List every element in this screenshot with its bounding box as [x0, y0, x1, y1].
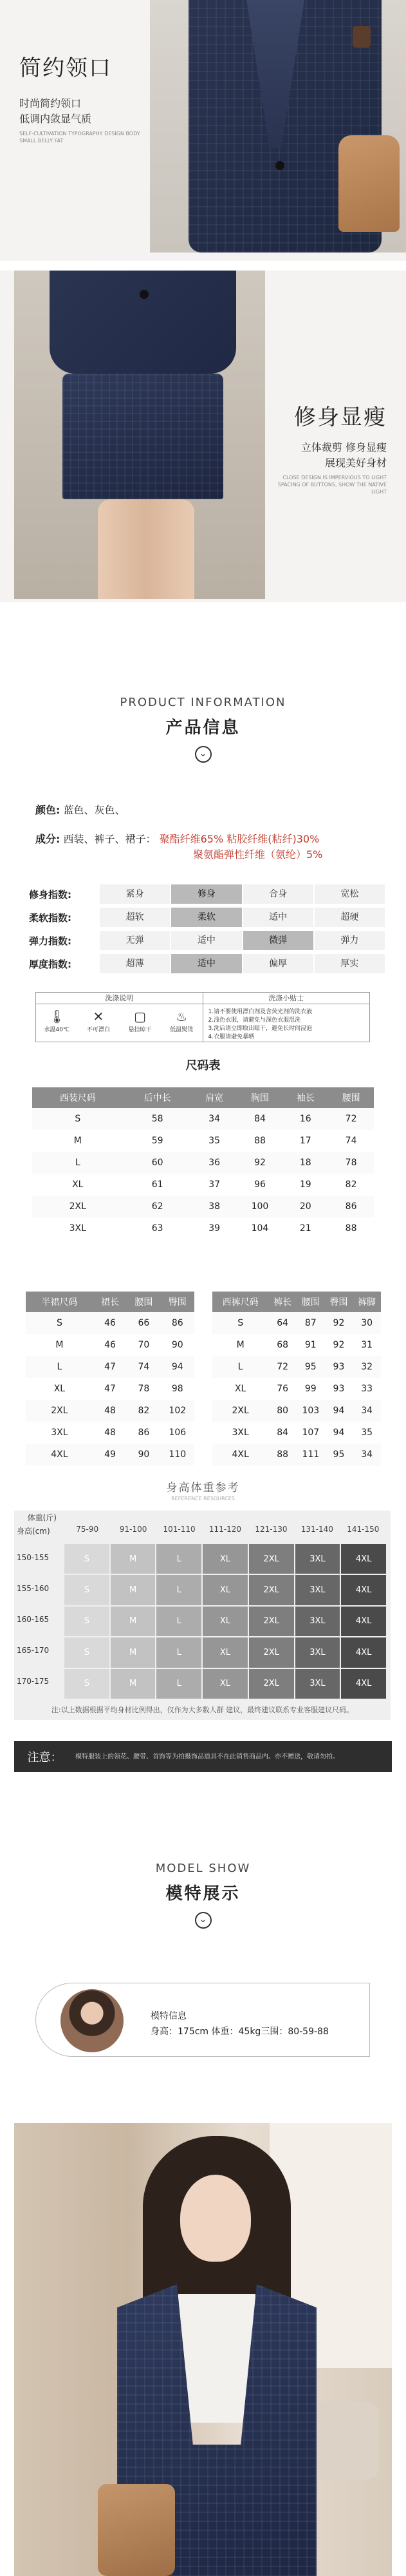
table-cell: 94 [161, 1356, 194, 1378]
care-icon-item [165, 1008, 198, 1033]
table-cell: 74 [345, 1136, 357, 1146]
index-option-selected: 修身 [171, 884, 241, 904]
table-row [26, 1422, 194, 1444]
size-cell: M [111, 1637, 156, 1667]
legs-shape [98, 499, 194, 599]
index-option: 合身 [243, 884, 313, 904]
table-cell: S [212, 1312, 268, 1334]
table-cell: L [32, 1152, 124, 1174]
table-cell: 93 [333, 1384, 345, 1394]
product-info-cn: 产品信息 [165, 718, 241, 738]
hero-slim-subtitle: 立体裁剪 修身显瘦 [300, 441, 387, 453]
table-cell: 106 [169, 1427, 187, 1438]
color-line [35, 802, 125, 817]
tip-item: 1.请不要使用漂白剂及含荧光剂的洗衣液 [208, 1009, 313, 1015]
color-value: 蓝色、灰色、 [63, 804, 125, 816]
water-temp-icon: 🌡 [48, 1009, 65, 1024]
model-show-header [0, 1862, 406, 1929]
size-cell: 2XL [249, 1669, 294, 1699]
table-cell: 110 [161, 1444, 194, 1465]
care-icon-label: 不可漂白 [86, 1027, 110, 1033]
table-cell: 78 [138, 1384, 150, 1394]
material-line [35, 831, 319, 846]
table-cell: 60 [124, 1152, 192, 1174]
table-cell: 31 [361, 1340, 373, 1350]
care-icon-label: 悬挂晾干 [128, 1027, 152, 1033]
table-cell: 78 [328, 1152, 374, 1174]
table-cell: 86 [328, 1196, 374, 1217]
size-cell: XL [203, 1669, 248, 1699]
column-header: 胸围 [237, 1087, 283, 1108]
color-label: 颜色: [35, 804, 60, 816]
table-cell: 86 [138, 1427, 150, 1438]
column-header: 臀围 [325, 1292, 353, 1312]
table-cell: 32 [353, 1356, 381, 1378]
jacket-button [275, 161, 284, 170]
size-cell: XL [203, 1575, 248, 1605]
tips-heading: 洗涤小贴士 [203, 993, 370, 1004]
index-option: 弹力 [315, 931, 385, 950]
table-row [212, 1444, 381, 1465]
table-row [32, 1174, 374, 1196]
table-cell: 82 [127, 1400, 160, 1422]
care-icon-label: 水温40℃ [44, 1027, 70, 1033]
table-cell: 30 [353, 1312, 381, 1334]
washing-instructions [36, 993, 203, 1042]
size-cell: M [111, 1544, 156, 1574]
size-cell: 4XL [341, 1669, 386, 1699]
table-header-row [212, 1292, 381, 1312]
table-cell: 4XL [26, 1444, 93, 1465]
jacket-shape [50, 271, 236, 374]
table-cell: 36 [192, 1152, 237, 1174]
material-composition-2: 聚氨酯弹性纤维（氨纶）5% [193, 848, 323, 861]
table-cell: 91 [304, 1340, 317, 1350]
size-cell: L [156, 1575, 201, 1605]
table-cell: 46 [104, 1340, 116, 1350]
tips-list [203, 1004, 370, 1045]
size-cell: 4XL [341, 1637, 386, 1667]
chevron-down-icon: ⌄ [195, 1912, 212, 1929]
column-header: 袖长 [282, 1087, 328, 1108]
size-cell: XL [203, 1607, 248, 1636]
table-cell: 88 [345, 1223, 357, 1234]
notice-text: 模特服装上的领花、腰带、首饰等为拍摄饰品道具不在此销售商品内。亦不赠送，敬请勿拍。 [75, 1753, 339, 1760]
column-header: 裤长 [268, 1292, 297, 1312]
size-cell: 2XL [249, 1544, 294, 1574]
index-option: 无弹 [100, 931, 170, 950]
table-row [32, 1217, 374, 1239]
table-cell: 107 [302, 1427, 320, 1438]
index-option: 宽松 [315, 884, 385, 904]
table-cell: 111 [297, 1444, 325, 1465]
size-cell: S [64, 1637, 109, 1667]
model-info-value: 身高：175cm 体重：45kg三围：80-59-88 [151, 2027, 329, 2037]
size-cell: 3XL [295, 1637, 340, 1667]
table-cell: XL [234, 1384, 246, 1394]
table-cell: 48 [104, 1427, 116, 1438]
table-cell: 68 [277, 1340, 289, 1350]
table-cell: 2XL [26, 1400, 93, 1422]
fit-indices [29, 884, 386, 977]
index-row-thickness [29, 954, 386, 973]
column-header: 后中长 [124, 1087, 192, 1108]
table-cell: M [236, 1340, 245, 1350]
care-instructions [35, 992, 370, 1042]
table-cell: 4XL [212, 1444, 268, 1465]
index-label: 弹力指数: [29, 935, 71, 947]
weight-column-header: 131-140 [300, 1525, 333, 1534]
hero-collar-section [0, 0, 406, 261]
size-cell: L [156, 1544, 201, 1574]
washing-heading: 洗涤说明 [36, 993, 203, 1004]
size-cell: S [64, 1544, 109, 1574]
table-cell: 103 [297, 1400, 325, 1422]
table-cell: 98 [171, 1384, 183, 1394]
product-info-en: PRODUCT INFORMATION [120, 696, 286, 709]
size-cell: M [111, 1669, 156, 1699]
hero-slim-english: CLOSE DESIGN IS IMPERVIOUS TO LIGHT SPACING OF BUTTONS, SHOW THE NATIVE LIGHT [277, 475, 387, 495]
weight-column-header: 101-110 [163, 1525, 196, 1534]
index-option: 适中 [243, 908, 313, 927]
table-row [26, 1400, 194, 1422]
size-cell: 4XL [341, 1575, 386, 1605]
care-icon-label: 低温熨烫 [170, 1027, 194, 1033]
product-info-header [0, 696, 406, 763]
reference-grid [64, 1544, 386, 1699]
index-row-fit [29, 884, 386, 904]
table-cell: 95 [297, 1356, 325, 1378]
jacket-button [140, 290, 149, 299]
body-reference-title: 身高体重参考 [166, 1482, 240, 1494]
index-option-selected: 适中 [171, 954, 241, 973]
column-header: 裙长 [93, 1292, 127, 1312]
table-cell: 88 [268, 1444, 297, 1465]
handbag-shape [338, 135, 400, 232]
height-row-header: 165-170 [17, 1646, 50, 1655]
inner-top-shape [178, 2294, 255, 2423]
size-cell: S [64, 1607, 109, 1636]
hang-dry-icon: ▢ [134, 1009, 147, 1024]
table-cell: 33 [361, 1384, 373, 1394]
table-cell: 84 [237, 1108, 283, 1130]
table-cell: 92 [325, 1312, 353, 1334]
size-cell: 3XL [295, 1544, 340, 1574]
table-cell: 64 [268, 1312, 297, 1334]
table-cell: 95 [325, 1444, 353, 1465]
model-photo [14, 2123, 392, 2576]
index-label: 柔软指数: [29, 911, 71, 924]
table-cell: XL [72, 1179, 84, 1190]
index-option: 偏厚 [243, 954, 313, 973]
height-row-header: 170-175 [17, 1677, 50, 1686]
model-show-en: MODEL SHOW [155, 1862, 251, 1875]
table-cell: 80 [268, 1400, 297, 1422]
table-row [32, 1196, 374, 1217]
column-header: 裤脚 [353, 1292, 381, 1312]
size-cell: L [156, 1607, 201, 1636]
weight-column-header: 121-130 [255, 1525, 288, 1534]
material-line-2 [193, 846, 322, 861]
table-cell: 62 [124, 1196, 192, 1217]
index-option: 厚实 [315, 954, 385, 973]
table-cell: 37 [208, 1179, 221, 1190]
column-header: 西装尺码 [32, 1087, 124, 1108]
care-icons [36, 1004, 203, 1033]
no-bleach-icon: ✕ [93, 1009, 104, 1024]
size-cell: L [156, 1669, 201, 1699]
table-cell: XL [53, 1384, 66, 1394]
watch-shape [353, 26, 371, 48]
table-cell: 92 [237, 1152, 283, 1174]
table-header-row [26, 1292, 194, 1312]
table-cell: S [32, 1108, 124, 1130]
pants-size-table [212, 1292, 381, 1465]
size-cell: 3XL [295, 1669, 340, 1699]
body-reference-header [0, 1478, 406, 1502]
table-cell: 100 [237, 1196, 283, 1217]
table-cell: 35 [361, 1427, 373, 1438]
table-cell: 72 [268, 1356, 297, 1378]
table-cell: 16 [282, 1108, 328, 1130]
table-cell: 82 [345, 1179, 357, 1190]
index-option: 超硬 [315, 908, 385, 927]
reference-note: 注:以上数据根据平均身材比例得出，仅作为大多数人群 建议，最终建议联系专业客服建议尺码。 [51, 1706, 354, 1714]
table-cell: S [26, 1312, 93, 1334]
table-cell: L [26, 1356, 93, 1378]
table-cell: 47 [93, 1356, 127, 1378]
table-cell: 17 [299, 1136, 311, 1146]
washing-tips [203, 993, 370, 1042]
table-cell: 90 [171, 1340, 183, 1350]
size-cell: 4XL [341, 1607, 386, 1636]
height-axis-label: 身高(cm) [17, 1527, 50, 1536]
table-cell: 48 [93, 1400, 127, 1422]
chevron-down-icon: ⌄ [195, 746, 212, 763]
table-row [26, 1356, 194, 1378]
skirt-size-table [26, 1292, 194, 1465]
table-cell: 2XL [212, 1400, 268, 1422]
reference-corner [14, 1511, 60, 1538]
hero-collar-english: SELF-CULTIVATION TYPOGRAPHY DESIGN BODY SMALL BELLY FAT [19, 131, 140, 144]
table-cell: 93 [325, 1356, 353, 1378]
tip-item: 3.洗后请立即取出晾干，避免长时间浸泡 [208, 1026, 313, 1032]
table-cell: 76 [277, 1384, 289, 1394]
iron-icon: ♨ [176, 1009, 188, 1024]
table-cell: 102 [161, 1400, 194, 1422]
size-cell: M [111, 1575, 156, 1605]
hero-slim-title: 修身显瘦 [294, 405, 387, 430]
table-cell: 72 [328, 1108, 374, 1130]
notice-label: 注意： [27, 1751, 62, 1764]
table-header-row [32, 1087, 374, 1108]
table-row [212, 1312, 381, 1334]
index-option: 超薄 [100, 954, 170, 973]
weight-column-header: 75-90 [76, 1525, 99, 1534]
weight-column-header: 141-150 [347, 1525, 380, 1534]
suit-size-table [32, 1087, 374, 1239]
size-cell: 3XL [295, 1575, 340, 1605]
height-row-header: 150-155 [17, 1553, 50, 1562]
table-cell: 46 [93, 1312, 127, 1334]
table-cell: 94 [325, 1400, 353, 1422]
size-cell: 4XL [341, 1544, 386, 1574]
size-cell: M [111, 1607, 156, 1636]
column-header: 臀围 [161, 1292, 194, 1312]
skirt-shape [62, 374, 223, 499]
care-icon-item [41, 1008, 73, 1033]
table-cell: 66 [127, 1312, 160, 1334]
weight-column-header: 111-120 [208, 1525, 242, 1534]
table-cell: 39 [208, 1223, 221, 1234]
table-cell: 34 [353, 1444, 381, 1465]
table-cell: 88 [254, 1136, 266, 1146]
table-cell: 21 [299, 1223, 311, 1234]
table-cell: 34 [353, 1400, 381, 1422]
model-info-card [35, 1983, 370, 2057]
hero-collar-title: 简约领口 [19, 55, 112, 81]
column-header: 肩宽 [192, 1087, 237, 1108]
index-label: 修身指数: [29, 888, 71, 901]
material-value: 西装、裤子、裙子： [63, 833, 156, 845]
hero-collar-subtitle-2: 低调内敛显气质 [19, 113, 92, 125]
table-cell: 99 [304, 1384, 317, 1394]
weight-column-header: 91-100 [119, 1525, 147, 1534]
table-cell: 86 [161, 1312, 194, 1334]
height-row-header: 160-165 [17, 1615, 50, 1624]
tip-item: 4.衣服请避免暴晒 [208, 1034, 255, 1040]
table-cell: 90 [127, 1444, 160, 1465]
table-row [212, 1378, 381, 1400]
table-cell: 3XL [69, 1223, 86, 1234]
body-reference-chart [14, 1511, 391, 1720]
table-cell: 47 [104, 1384, 116, 1394]
tip-item: 2.浅色衣服，请避免与深色衣服混洗 [208, 1017, 301, 1024]
index-option-selected: 柔软 [171, 908, 241, 927]
table-cell: 19 [299, 1179, 311, 1190]
size-cell: XL [203, 1544, 248, 1574]
model-info-title: 模特信息 [151, 2011, 187, 2021]
table-cell: M [55, 1340, 64, 1350]
table-cell: L [212, 1356, 268, 1378]
table-cell: 61 [151, 1179, 163, 1190]
table-cell: 38 [192, 1196, 237, 1217]
table-row [212, 1422, 381, 1444]
table-row [32, 1152, 374, 1174]
index-label: 厚度指数: [29, 958, 71, 970]
model-show-cn: 模特展示 [165, 1884, 241, 1903]
height-row-header: 155-160 [17, 1584, 50, 1593]
handbag-shape [98, 2484, 175, 2576]
table-cell: 58 [124, 1108, 192, 1130]
size-cell: L [156, 1637, 201, 1667]
table-row [32, 1108, 374, 1130]
table-cell: 96 [254, 1179, 266, 1190]
table-cell: 84 [277, 1427, 289, 1438]
table-cell: 3XL [51, 1427, 68, 1438]
table-row [212, 1334, 381, 1356]
index-option: 紧身 [100, 884, 170, 904]
index-option: 超软 [100, 908, 170, 927]
table-cell: 34 [192, 1108, 237, 1130]
size-cell: 2XL [249, 1637, 294, 1667]
column-header: 西裤尺码 [212, 1292, 268, 1312]
hero-collar-subtitle: 时尚简约领口 [19, 97, 82, 110]
table-cell: 2XL [32, 1196, 124, 1217]
table-cell: 74 [127, 1356, 160, 1378]
table-cell: 104 [251, 1223, 269, 1234]
hero-slim-subtitle-2: 展现美好身材 [324, 457, 387, 469]
table-row [32, 1130, 374, 1152]
table-row [26, 1334, 194, 1356]
size-cell: XL [203, 1637, 248, 1667]
weight-axis-label: 体重(斤) [27, 1513, 57, 1522]
table-row [26, 1312, 194, 1334]
column-header: 腰围 [127, 1292, 160, 1312]
table-row [212, 1356, 381, 1378]
table-cell: 49 [93, 1444, 127, 1465]
table-cell: 70 [138, 1340, 150, 1350]
face-shape [180, 2175, 251, 2262]
index-row-softness [29, 908, 386, 927]
size-cell: 2XL [249, 1607, 294, 1636]
size-chart-title: 尺码表 [185, 1059, 221, 1073]
index-option-selected: 微弹 [243, 931, 313, 950]
column-header: 腰围 [328, 1087, 374, 1108]
collar-closeup-photo [150, 0, 406, 253]
size-cell: 2XL [249, 1575, 294, 1605]
care-icon-item [124, 1008, 156, 1033]
size-cell: S [64, 1669, 109, 1699]
hero-slim-section [0, 271, 406, 602]
table-row [26, 1444, 194, 1465]
table-cell: 20 [282, 1196, 328, 1217]
material-label: 成分: [35, 833, 60, 845]
table-cell: 35 [208, 1136, 221, 1146]
size-cell: S [64, 1575, 109, 1605]
body-reference-en: REFERENCE RESOURCES [171, 1496, 235, 1502]
column-header: 腰围 [297, 1292, 325, 1312]
table-cell: 94 [333, 1427, 345, 1438]
material-composition: 聚酯纤维65% 粘胶纤维(粘纤)30% [159, 833, 320, 845]
table-cell: 92 [333, 1340, 345, 1350]
table-cell: 3XL [232, 1427, 249, 1438]
avatar [60, 1989, 124, 2052]
table-cell: 59 [151, 1136, 163, 1146]
notice-banner [14, 1741, 392, 1772]
slim-fit-photo [14, 271, 265, 599]
table-cell: M [73, 1136, 82, 1146]
table-row [26, 1378, 194, 1400]
table-row [212, 1400, 381, 1422]
table-cell: 18 [282, 1152, 328, 1174]
column-header: 半裙尺码 [26, 1292, 93, 1312]
table-cell: 63 [151, 1223, 163, 1234]
index-row-elasticity [29, 931, 386, 950]
size-cell: 3XL [295, 1607, 340, 1636]
index-option: 适中 [171, 931, 241, 950]
table-cell: 87 [297, 1312, 325, 1334]
care-icon-item [82, 1008, 115, 1033]
